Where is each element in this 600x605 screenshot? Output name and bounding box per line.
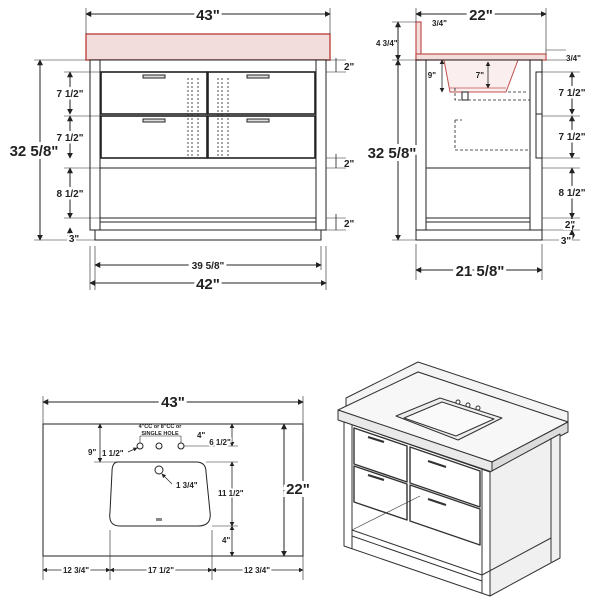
plan-faucet-note-1: 4"CC or 8"CC or (138, 424, 182, 430)
plan-sink-length-label: 11 1/2" (218, 489, 244, 498)
front-width-label: 43" (196, 7, 220, 24)
perspective-view (338, 362, 568, 596)
plan-faucet-note-2: SINGLE HOLE (141, 431, 179, 437)
front-countertop (86, 34, 330, 60)
plan-sink-width-label: 17 1/2" (147, 566, 175, 575)
front-drawer2-label: 7 1/2" (56, 133, 84, 144)
side-cabinet-depth-label: 21 5/8" (455, 263, 505, 280)
plan-front-sink-label: 4" (222, 536, 231, 545)
side-drawer1-label: 7 1/2" (558, 88, 586, 99)
front-height-label: 32 5/8" (9, 143, 59, 160)
side-elevation (392, 8, 580, 280)
front-shelf-label: 8 1/2" (56, 189, 84, 200)
side-countertop (416, 54, 546, 60)
front-toe-label: 3" (68, 234, 80, 245)
side-top-height-label: 4 3/4" (376, 39, 398, 48)
front-gap-mid-label: 2" (344, 159, 355, 170)
side-gap-label: 2" (564, 220, 576, 231)
side-top-thick-label: 3/4" (566, 54, 581, 63)
side-sink-depth-label: 9" (427, 71, 436, 80)
side-sink-inner-label: 7" (475, 71, 484, 80)
front-gap-bottom-label: 2" (344, 219, 355, 230)
plan-back-sink-label: 9" (88, 448, 97, 457)
side-toe-label: 3" (560, 236, 572, 247)
plan-left-margin-label: 12 3/4" (62, 566, 90, 575)
plan-back-holes-label: 6 1/2" (209, 438, 231, 447)
plan-hole-dia-label: 1 1/2" (102, 449, 124, 458)
plan-drain-dia-label: 1 3/4" (176, 481, 198, 490)
plan-depth-label: 22" (286, 481, 310, 498)
front-gap-top-label: 2" (344, 62, 355, 73)
side-shelf-label: 8 1/2" (558, 188, 586, 199)
side-depth-label: 22" (469, 7, 493, 24)
plan-right-margin-label: 12 3/4" (243, 566, 271, 575)
front-cabinet-width-label: 42" (196, 276, 220, 293)
front-inner-width-label: 39 5/8" (191, 261, 225, 272)
side-height-label: 32 5/8" (367, 145, 417, 162)
front-drawer1-label: 7 1/2" (56, 89, 84, 100)
plan-sink-bowl (110, 462, 211, 526)
side-backsplash-label: 3/4" (432, 19, 447, 28)
side-drawer2-label: 7 1/2" (558, 132, 586, 143)
plan-hole-offset-label: 4" (197, 431, 206, 440)
plan-width-label: 43" (161, 394, 185, 411)
front-elevation (34, 8, 346, 290)
